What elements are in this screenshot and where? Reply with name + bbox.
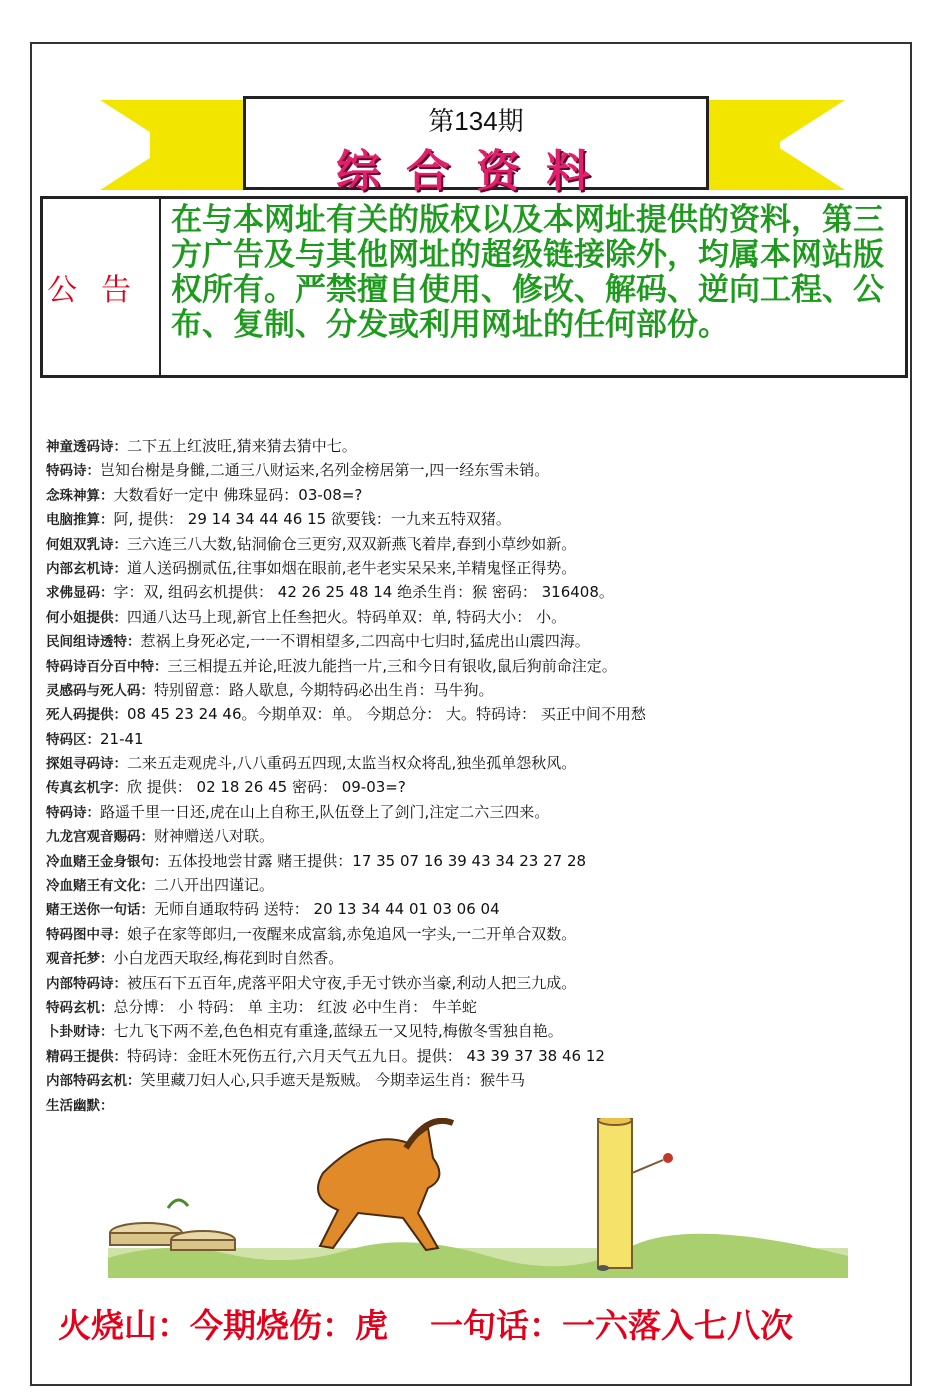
info-line-label: 传真玄机字： <box>46 780 127 797</box>
info-line <box>46 824 906 848</box>
info-line-text: 笑里藏刀妇人心,只手遮天是叛贼。 今期幸运生肖：猴牛马 <box>140 1071 526 1090</box>
info-line <box>46 800 906 824</box>
info-line-label: 念珠神算： <box>46 487 114 504</box>
info-line-text: 小白龙西天取经,梅花到时自然香。 <box>113 949 344 968</box>
info-line-text: 三六连三八大数,钻洞偷仓三更穷,双双新燕飞着岸,春到小草纱如新。 <box>127 534 577 553</box>
info-line <box>46 654 906 678</box>
info-line-text: 无师自通取特码 送特： 20 13 34 44 01 03 06 04 <box>154 900 500 919</box>
info-line-label: 特码诗百分百中特： <box>46 658 168 675</box>
info-line <box>46 434 906 458</box>
info-line-label: 精码王提供： <box>46 1048 127 1065</box>
info-line <box>46 605 906 629</box>
info-line-label: 冷血赌王金身银句： <box>46 853 168 870</box>
info-line-label: 特码诗： <box>46 463 100 480</box>
horse-illustration <box>108 1118 848 1278</box>
title-box <box>243 96 709 197</box>
info-line-text: 惹祸上身死必定,一一不谓相望多,二四高中七归时,猛虎出山震四海。 <box>140 632 590 651</box>
info-line-text: 21-41 <box>100 729 144 748</box>
info-line-label: 内部特码诗： <box>46 975 127 992</box>
info-line-text: 字：双, 组码玄机提供： 42 26 25 48 14 绝杀生肖：猴 密码： 316408。 <box>113 583 614 602</box>
info-line-label: 神童透码诗： <box>46 439 127 455</box>
info-line <box>46 1044 906 1068</box>
notice-text: 在与本网址有关的版权以及本网址提供的资料，第三方广告及与其他网址的超级链接除外，均属本网站版权所有。严禁擅自使用、修改、解码、逆向工程、公布、复制、分发或利用网址的任何部份。 <box>171 202 884 343</box>
info-line <box>46 678 906 702</box>
info-line <box>46 580 906 604</box>
info-line <box>46 532 906 556</box>
info-line-text: 二八开出四谨记。 <box>154 876 275 895</box>
notice-box <box>40 196 908 378</box>
info-line <box>46 727 906 751</box>
info-line-text: 总分博： 小 特码： 单 主功： 红波 必中生肖： 牛羊蛇 <box>113 997 477 1016</box>
info-line <box>46 751 906 775</box>
info-line <box>46 946 906 970</box>
info-line <box>46 922 906 946</box>
info-line-text: 08 45 23 24 46。今期单双：单。 今期总分： 大。特码诗： 买正中间不用愁 <box>127 705 646 724</box>
info-line <box>46 873 906 897</box>
info-line-text: 阿, 提供： 29 14 34 44 46 15 欲要钱：一九来五特双猪。 <box>113 510 511 529</box>
info-line-text: 岂知台榭是身雠,二通三八财运来,名列金榜居第一,四一经东雪未销。 <box>100 461 550 480</box>
info-line-text: 大数看好一定中 佛珠显码：03-08=? <box>113 485 363 504</box>
issue-number: 第134期 <box>428 106 524 136</box>
info-line-label: 求佛显码： <box>46 585 114 602</box>
info-line-label: 卜卦财诗： <box>46 1024 114 1041</box>
info-line-label: 民间组诗透特： <box>46 634 141 651</box>
ribbon-right-notch <box>775 100 845 190</box>
info-line <box>46 849 906 873</box>
info-line <box>46 556 906 580</box>
info-line-label: 特码区： <box>46 731 100 748</box>
info-line-label: 特码诗： <box>46 804 100 821</box>
info-line-text: 欣 提供： 02 18 26 45 密码： 09-03=? <box>127 778 406 797</box>
info-line <box>46 897 906 921</box>
info-line-text: 三三相提五并论,旺波九能挡一片,三和今日有银收,鼠后狗前命注定。 <box>167 656 617 675</box>
info-line <box>46 483 906 507</box>
footer-line <box>58 1300 918 1347</box>
info-line-label: 探姐寻码诗： <box>46 756 127 773</box>
info-line <box>46 458 906 482</box>
info-line <box>46 995 906 1019</box>
notice-label: 公告 <box>43 199 161 375</box>
info-line-label: 冷血赌王有文化： <box>46 878 154 895</box>
info-line-label: 内部特码玄机： <box>46 1073 141 1090</box>
info-line-text: 路遥千里一日还,虎在山上自称王,队伍登上了剑门,注定二六三四来。 <box>100 802 550 821</box>
info-line-text: 财神赠送八对联。 <box>154 827 275 846</box>
info-line-text: 七九飞下两不差,色色相克有重逢,蓝绿五一又见特,梅傲冬雪独自艳。 <box>113 1022 563 1041</box>
info-line-text: 二下五上红波旺,猜来猜去猜中七。 <box>127 437 357 455</box>
info-line-text: 道人送码捌贰伍,往事如烟在眼前,老牛老实呆呆来,羊精鬼怪正得势。 <box>127 558 577 577</box>
info-line-label: 何小姐提供： <box>46 609 127 626</box>
info-line-text: 五体投地尝甘露 赌王提供：17 35 07 16 39 43 34 23 27 28 <box>167 851 587 870</box>
info-line-label: 生活幽默： <box>46 1097 114 1114</box>
info-line-text: 特码诗：金旺木死伤五行,六月天气五九日。提供： 43 39 37 38 46 12 <box>127 1046 605 1065</box>
info-line-label: 内部玄机诗： <box>46 560 127 577</box>
info-line-label: 死人码提供： <box>46 707 127 724</box>
info-line-text: 四通八达马上现,新官上任叁把火。特码单双：单, 特码大小： 小。 <box>127 607 567 626</box>
info-line-text: 娘子在家等郎归,一夜醒来成富翁,赤兔追风一字头,一二开单合双数。 <box>127 924 577 943</box>
info-line-label: 观音托梦： <box>46 951 114 968</box>
info-line-text: 被压石下五百年,虎落平阳犬守夜,手无寸铁亦当豪,利动人把三九成。 <box>127 973 577 992</box>
info-line-label: 电脑推算： <box>46 512 114 529</box>
info-line <box>46 1093 906 1117</box>
info-line <box>46 1019 906 1043</box>
info-line <box>46 507 906 531</box>
info-line-label: 赌王送你一句话： <box>46 902 154 919</box>
footer-one-sentence: 一句话：一六落入七八次 <box>430 1306 793 1345</box>
info-line-text: 特别留意：路人歇息, 今期特码必出生肖：马牛狗。 <box>154 680 494 699</box>
info-line-label: 灵感码与死人码： <box>46 682 154 699</box>
info-line-text: 二来五走观虎斗,八八重码五四现,太监当权众将乱,独坐孤单怨秋风。 <box>127 754 577 773</box>
info-line <box>46 702 906 726</box>
info-line-label: 九龙宫观音赐码： <box>46 829 154 846</box>
footer-fire-mountain: 火烧山：今期烧伤：虎 <box>58 1306 388 1345</box>
info-list <box>46 434 906 1117</box>
info-line-label: 特码玄机： <box>46 999 114 1016</box>
info-line-label: 特码图中寻： <box>46 926 127 943</box>
info-line <box>46 629 906 653</box>
ribbon-right <box>705 100 780 190</box>
info-line <box>46 971 906 995</box>
page-title: 综合资料 <box>336 146 616 197</box>
info-line-label: 何姐双乳诗： <box>46 536 127 553</box>
ribbon-left-notch <box>100 100 170 190</box>
info-line <box>46 775 906 799</box>
info-line <box>46 1068 906 1092</box>
